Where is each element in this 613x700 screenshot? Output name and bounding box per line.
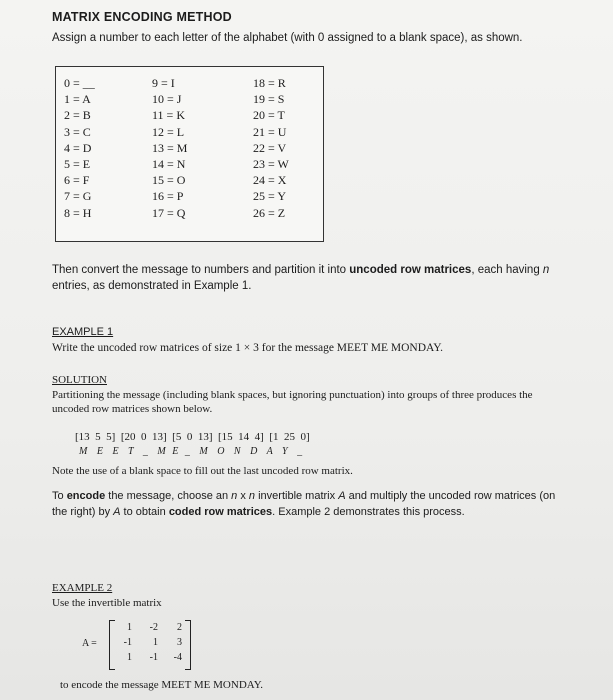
table-cell: 22 = V — [253, 140, 287, 155]
convert-text: entries, as demonstrated in Example 1. — [52, 280, 252, 292]
table-cell: 12 = L — [152, 124, 185, 139]
table-cell: 1 = A — [64, 92, 91, 107]
table-cell: 18 = R — [253, 76, 286, 90]
matrix-right-bracket — [185, 620, 191, 670]
table-column-3 — [253, 75, 289, 221]
table-cell: 3 = C — [64, 124, 91, 139]
example2-bottom-text: to encode the message MEET ME MONDAY. — [60, 679, 263, 691]
solution-heading: SOLUTION — [52, 374, 107, 386]
convert-paragraph — [52, 262, 582, 294]
solution-text: Partitioning the message (including blank spaces, but ignoring punctuation) into groups of three produces the uncoded row matrices shown below. — [52, 389, 533, 415]
encode-text: to obtain — [120, 506, 169, 518]
encode-text: and multiply the uncoded row matrices (on the right) by — [52, 490, 556, 518]
a-variable: A — [113, 506, 121, 518]
encode-text: invertible matrix — [255, 490, 339, 502]
table-cell: 25 = Y — [253, 189, 286, 204]
table-cell: 20 = T — [253, 108, 285, 123]
coded-row-matrices-term: coded row matrices — [168, 506, 273, 518]
matrix-cell: -1 — [123, 637, 132, 648]
table-cell: 15 = O — [152, 173, 186, 188]
table-cell: 21 = U — [253, 124, 287, 139]
encode-term: encode — [66, 490, 106, 502]
uncoded-row-matrices: [13 5 5] [20 0 13] [5 0 13] [15 14 4] [1 25 0] — [75, 431, 310, 443]
blank-space-note: Note the use of a blank space to fill out the last uncoded row matrix. — [52, 465, 353, 477]
encode-text: x — [237, 490, 249, 502]
example2-use-text: Use the invertible matrix — [52, 597, 162, 609]
n-variable: n — [542, 264, 550, 276]
table-column-2 — [152, 75, 187, 221]
n-variable: n — [231, 490, 238, 502]
example1-task: Write the uncoded row matrices of size 1 × 3 for the message MEET ME MONDAY. — [52, 342, 443, 354]
table-cell: 8 = H — [64, 205, 92, 220]
table-cell: 14 = N — [152, 157, 186, 172]
matrix-cell: 1 — [153, 637, 158, 648]
matrix-cell: -4 — [173, 652, 182, 663]
table-cell: 10 = J — [152, 92, 182, 107]
table-cell: 26 = Z — [253, 205, 286, 220]
n-variable: n — [248, 490, 256, 502]
table-cell: 2 = B — [64, 108, 91, 123]
table-cell: 17 = Q — [152, 205, 186, 220]
matrix-label: A = — [82, 638, 97, 649]
convert-text: , each having — [471, 264, 543, 276]
encode-paragraph — [52, 488, 572, 520]
table-cell: 23 = W — [253, 157, 289, 172]
example1-heading: EXAMPLE 1 — [52, 326, 114, 338]
intro-text: Assign a number to each letter of the alphabet (with 0 assigned to a blank space), as shown. — [52, 32, 523, 44]
message-letters: M E E T _ M E _ M O N D A Y _ — [79, 446, 303, 457]
table-column-1 — [64, 75, 95, 221]
table-cell: 5 = E — [64, 157, 91, 172]
table-cell: 9 = I — [152, 76, 175, 90]
table-cell: 19 = S — [253, 92, 285, 107]
matrix-cell: 2 — [177, 622, 182, 633]
encode-text: the message, choose an — [105, 490, 232, 502]
encode-text: . Example 2 demonstrates this process. — [272, 506, 465, 518]
encode-text: To — [52, 490, 67, 502]
matrix-cell: -2 — [149, 622, 158, 633]
convert-text: Then convert the message to numbers and partition it into — [52, 264, 350, 276]
a-variable: A — [338, 490, 346, 502]
table-cell: 13 = M — [152, 140, 188, 155]
page-title: MATRIX ENCODING METHOD — [52, 10, 232, 24]
matrix-cell: 1 — [127, 652, 132, 663]
table-cell: 4 = D — [64, 140, 92, 155]
uncoded-row-matrices-term: uncoded row matrices — [349, 264, 472, 276]
table-cell: 0 = __ — [64, 76, 95, 90]
table-cell: 16 = P — [152, 189, 184, 204]
example2-heading: EXAMPLE 2 — [52, 582, 113, 594]
table-cell: 7 = G — [64, 189, 92, 204]
matrix-cell: 3 — [177, 637, 182, 648]
table-cell: 6 = F — [64, 173, 90, 188]
matrix-cell: -1 — [149, 652, 158, 663]
table-cell: 11 = K — [152, 108, 185, 123]
matrix-cell: 1 — [127, 622, 132, 633]
table-cell: 24 = X — [253, 173, 287, 188]
alphabet-table — [55, 66, 324, 242]
